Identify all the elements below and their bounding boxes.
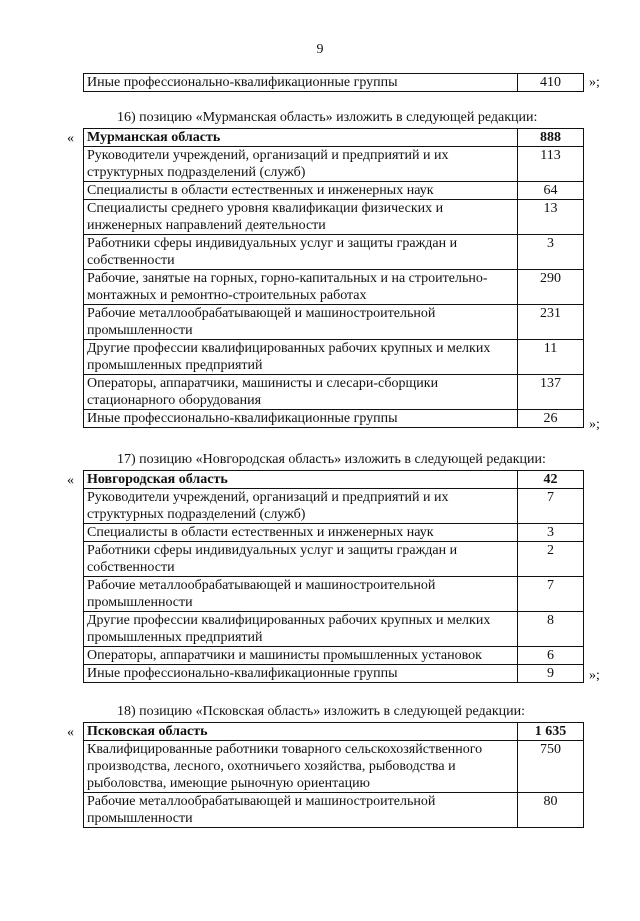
row-name: Специалисты в области естественных и инженерных наук <box>84 182 518 200</box>
row-name: Иные профессионально-квалификационные группы <box>84 410 518 428</box>
row-name: Специалисты среднего уровня квалификации физических и инженерных направлений деятельности <box>84 200 518 235</box>
page-number: 9 <box>316 42 324 57</box>
table-row <box>84 665 584 683</box>
table-row <box>84 147 584 182</box>
table-row <box>84 74 584 92</box>
row-name: Руководители учреждений, организаций и предприятий и их структурных подразделений (служб) <box>84 147 518 182</box>
row-value: 7 <box>518 577 584 612</box>
row-value: 6 <box>518 647 584 665</box>
table-row <box>84 410 584 428</box>
row-value: 410 <box>518 74 584 92</box>
table-header-row <box>84 129 584 147</box>
section-intro: 16) позицию «Мурманская область» изложить в следующей редакции: <box>117 110 538 125</box>
row-name: Иные профессионально-квалификационные группы <box>84 665 518 683</box>
row-value: 64 <box>518 182 584 200</box>
row-value: 3 <box>518 524 584 542</box>
table-row <box>84 270 584 305</box>
row-name: Рабочие, занятые на горных, горно-капитальных и на строительно-монтажных и ремонтно-строительных работах <box>84 270 518 305</box>
closing-quote-mark: »; <box>589 75 600 90</box>
row-value: 13 <box>518 200 584 235</box>
row-name: Рабочие металлообрабатывающей и машиностроительной промышленности <box>84 793 518 828</box>
row-name: Операторы, аппаратчики, машинисты и слесари-сборщики стационарного оборудования <box>84 375 518 410</box>
row-value: 750 <box>518 741 584 793</box>
closing-quote-mark: »; <box>589 668 600 683</box>
region-table-pskov <box>83 722 584 828</box>
table-row <box>84 741 584 793</box>
row-name: Рабочие металлообрабатывающей и машиностроительной промышленности <box>84 577 518 612</box>
row-name: Другие профессии квалифицированных рабочих крупных и мелких промышленных предприятий <box>84 340 518 375</box>
row-value: 113 <box>518 147 584 182</box>
opening-quote-mark: « <box>67 473 74 488</box>
row-value: 290 <box>518 270 584 305</box>
opening-quote-mark: « <box>67 131 74 146</box>
row-name: Другие профессии квалифицированных рабочих крупных и мелких промышленных предприятий <box>84 612 518 647</box>
table-row <box>84 235 584 270</box>
row-name: Работники сферы индивидуальных услуг и защиты граждан и собственности <box>84 235 518 270</box>
row-value: 11 <box>518 340 584 375</box>
region-total: 1 635 <box>518 723 584 741</box>
table-row <box>84 542 584 577</box>
table-row <box>84 489 584 524</box>
region-table-murmansk <box>83 128 584 428</box>
row-value: 9 <box>518 665 584 683</box>
table-row <box>84 375 584 410</box>
region-name: Новгородская область <box>84 471 518 489</box>
row-name: Квалифицированные работники товарного сельскохозяйственного производства, лесного, охотничьего хозяйства, рыбоводства и рыболовства, имеющие рыночную ориентацию <box>84 741 518 793</box>
row-value: 231 <box>518 305 584 340</box>
table-row <box>84 182 584 200</box>
section-intro: 18) позицию «Псковская область» изложить в следующей редакции: <box>117 704 525 719</box>
row-value: 2 <box>518 542 584 577</box>
row-value: 137 <box>518 375 584 410</box>
row-name: Специалисты в области естественных и инженерных наук <box>84 524 518 542</box>
row-value: 80 <box>518 793 584 828</box>
table-row <box>84 793 584 828</box>
closing-quote-mark: »; <box>589 417 600 432</box>
row-name: Операторы, аппаратчики и машинисты промышленных установок <box>84 647 518 665</box>
table-row <box>84 340 584 375</box>
table-row <box>84 647 584 665</box>
region-name: Мурманская область <box>84 129 518 147</box>
opening-quote-mark: « <box>67 725 74 740</box>
row-value: 7 <box>518 489 584 524</box>
region-total: 42 <box>518 471 584 489</box>
row-value: 26 <box>518 410 584 428</box>
row-value: 3 <box>518 235 584 270</box>
table-row <box>84 577 584 612</box>
row-name: Руководители учреждений, организаций и предприятий и их структурных подразделений (служб) <box>84 489 518 524</box>
region-total: 888 <box>518 129 584 147</box>
table-row <box>84 524 584 542</box>
section-intro: 17) позицию «Новгородская область» изложить в следующей редакции: <box>117 452 546 467</box>
row-name: Иные профессионально-квалификационные группы <box>84 74 518 92</box>
table-header-row <box>84 723 584 741</box>
region-name: Псковская область <box>84 723 518 741</box>
table-row <box>84 305 584 340</box>
table-row <box>84 612 584 647</box>
top-table <box>83 73 584 92</box>
region-table-novgorod <box>83 470 584 683</box>
table-row <box>84 200 584 235</box>
table-header-row <box>84 471 584 489</box>
row-name: Рабочие металлообрабатывающей и машиностроительной промышленности <box>84 305 518 340</box>
row-name: Работники сферы индивидуальных услуг и защиты граждан и собственности <box>84 542 518 577</box>
row-value: 8 <box>518 612 584 647</box>
